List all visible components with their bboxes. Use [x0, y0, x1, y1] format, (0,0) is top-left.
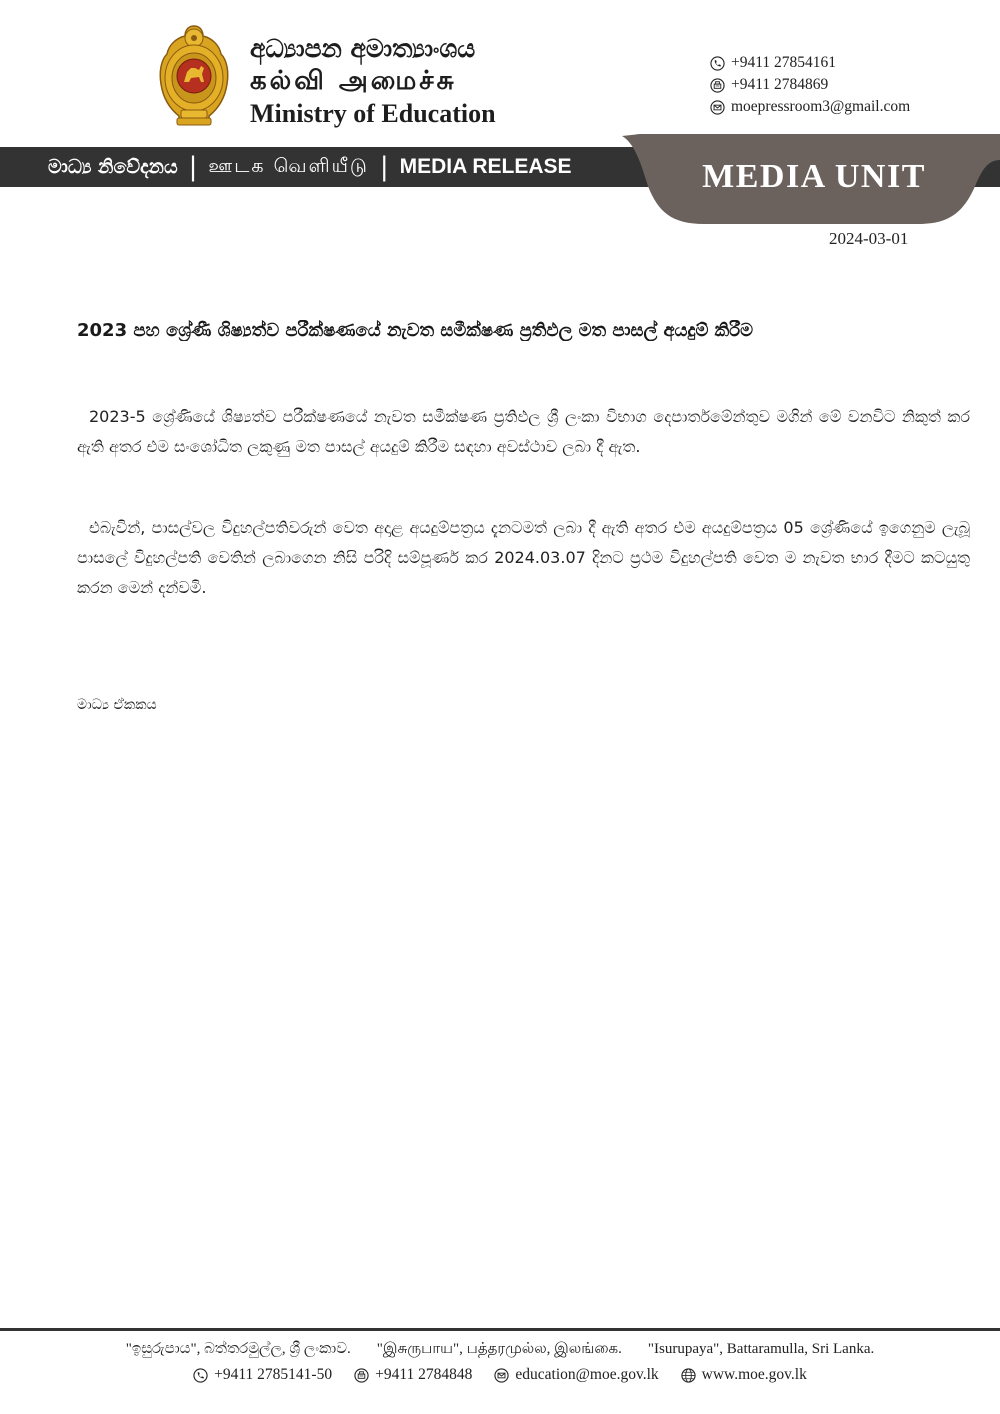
email-icon	[710, 100, 725, 115]
fax-icon	[354, 1368, 369, 1383]
media-release-sinhala: මාධ්‍ය නිවේදනය	[48, 156, 178, 178]
footer-address-sinhala: "ඉසුරුපාය", බත්තරමුල්ල, ශ්‍රී ලංකාව.	[125, 1341, 351, 1357]
footer-divider	[0, 1328, 1000, 1331]
release-signature: මාධ්‍ය ඒකකය	[77, 697, 157, 713]
footer-fax	[354, 1366, 472, 1384]
fax-icon	[710, 78, 725, 93]
release-paragraph-1: 2023-5 ශ්‍රේණියේ ශිෂ්‍යත්ව පරීක්ෂණයේ නැවත සමීක්ෂණ ප්‍රතිඵල ශ්‍රී ලංකා විභාග දෙපාර්තමේන්තුව මගින් මේ වනවිට නිකුත් කර ඇති අතර එම සංශෝධිත ලකුණු මත පාසල් අයදුම් කිරීම සඳහා අවස්ථාව ලබා දී ඇත.	[77, 407, 970, 456]
ministry-name-block	[250, 34, 496, 130]
phone-icon	[710, 56, 725, 71]
ministry-name-tamil: கல்வி அமைச்சு	[250, 66, 457, 96]
media-release-english: MEDIA RELEASE	[399, 155, 572, 178]
media-release-labels	[48, 147, 572, 187]
media-unit-label: MEDIA UNIT	[702, 158, 926, 195]
globe-icon	[681, 1368, 696, 1383]
header-fax	[710, 74, 910, 96]
bar-separator: |	[379, 152, 389, 182]
government-emblem-icon	[157, 24, 231, 128]
footer-address	[0, 1340, 1000, 1359]
bar-separator: |	[188, 152, 198, 182]
release-date: 2024-03-01	[829, 229, 909, 248]
email-icon	[494, 1368, 509, 1383]
header-email	[710, 96, 910, 118]
footer-address-english: "Isurupaya", Battaramulla, Sri Lanka.	[647, 1341, 875, 1357]
footer-website	[681, 1366, 807, 1384]
ministry-name-english: Ministry of Education	[250, 99, 496, 128]
header-fax-number: +9411 2784869	[731, 76, 829, 93]
footer-contacts	[0, 1366, 1000, 1384]
media-release-tamil: ஊடக வெளியீடு	[208, 154, 369, 177]
footer-fax-number: +9411 2784848	[375, 1366, 473, 1383]
header-email-address: moepressroom3@gmail.com	[731, 98, 911, 115]
footer-phone	[193, 1366, 332, 1384]
footer-address-tamil: "இசுருபாய", பத்தரமுல்ல, இலங்கை.	[376, 1341, 622, 1357]
footer-website-url: www.moe.gov.lk	[701, 1366, 807, 1383]
footer-email	[494, 1366, 658, 1384]
header-contacts	[710, 52, 910, 118]
release-title: 2023 පහ ශ්‍රේණී ශිෂ්‍යත්ව පරීක්ෂණයේ නැවත සමීක්ෂණ ප්‍රතිඵල මත පාසල් අයදුම් කිරීම	[77, 320, 754, 341]
footer-email-address: education@moe.gov.lk	[515, 1366, 659, 1383]
header-phone	[710, 52, 910, 74]
phone-icon	[193, 1368, 208, 1383]
header-phone-number: +9411 27854161	[731, 54, 837, 71]
footer-phone-number: +9411 2785141-50	[214, 1366, 333, 1383]
release-paragraph-2: එබැවින්, පාසල්වල විදුහල්පතිවරුන් වෙත අදාළ අයදුම්පත්‍රය දැනටමත් ලබා දී ඇති අතර එම අයදුම්පත්‍රය 05 ශ්‍රේණියේ ඉගෙනුම ලැබූ පාසලේ විදුහල්පති වෙතින් ලබාගෙන නිසි පරිදි සම්පූර්ණ කර 2024.03.07 දිනට ප්‍රථම විදුහල්පති වෙත ම නැවත භාර දීමට කටයුතු කරන මෙන් දන්වමි.	[77, 518, 970, 597]
ministry-name-sinhala: අධ්‍යාපන අමාත්‍යාංශය	[250, 34, 476, 63]
